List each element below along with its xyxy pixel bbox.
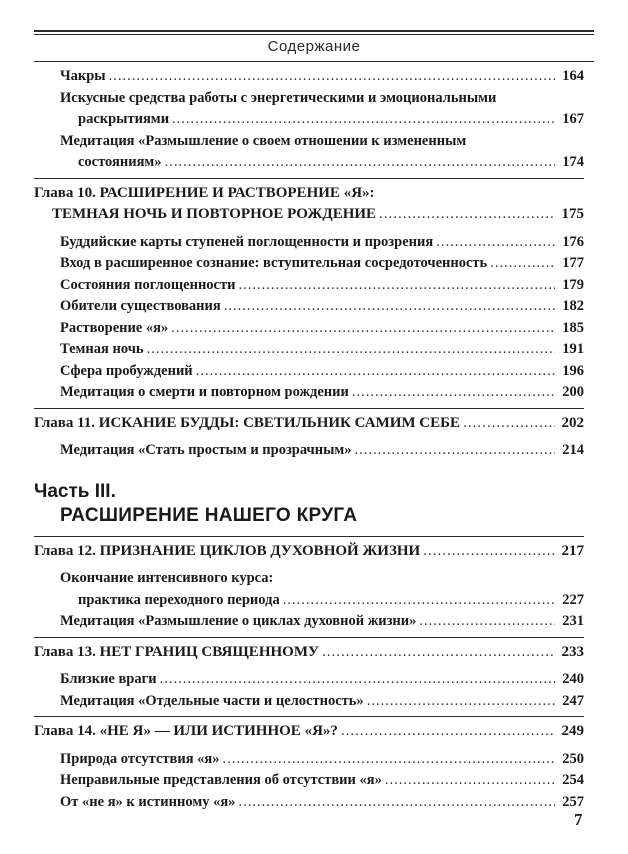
running-head-rule xyxy=(34,61,594,62)
toc-entry-chakras[interactable]: Чакры ..... 164 xyxy=(34,66,584,88)
section-divider xyxy=(34,536,584,537)
toc-entry[interactable]: Медитация «Стать простым и прозрачным» ..... 214 xyxy=(34,440,584,462)
toc-chapter-11[interactable]: Глава 11. ИСКАНИЕ БУДДЫ: СВЕТИЛЬНИК САМИМ СЕБЕ ..... 202 xyxy=(34,413,584,435)
section-divider xyxy=(34,178,584,179)
top-rule-thick xyxy=(34,30,594,32)
toc-entry[interactable]: Буддийские карты ступеней поглощенности и прозрения ..... 176 xyxy=(34,232,584,254)
toc-entry[interactable]: Темная ночь ..... 191 xyxy=(34,339,584,361)
toc-entry-meditation-altered-states[interactable]: Медитация «Размышление о своем отношении к измененным состояниям» ..... 174 xyxy=(34,131,584,174)
toc-entry[interactable]: Близкие враги ..... 240 xyxy=(34,669,584,691)
section-divider xyxy=(34,716,584,717)
toc-entry[interactable]: Медитация «Размышление о циклах духовной жизни» ..... 231 xyxy=(34,611,584,633)
top-rule-thin xyxy=(34,34,594,35)
toc-chapter-12[interactable]: Глава 12. ПРИЗНАНИЕ ЦИКЛОВ ДУХОВНОЙ ЖИЗНИ ..... 217 xyxy=(34,541,584,563)
toc-entry[interactable]: От «не я» к истинному «я» ..... 257 xyxy=(34,792,584,814)
section-divider xyxy=(34,408,584,409)
part-title: РАСШИРЕНИЕ НАШЕГО КРУГА xyxy=(60,504,358,526)
table-of-contents xyxy=(34,66,584,813)
toc-part-3 xyxy=(34,480,584,528)
toc-entry[interactable]: Медитация «Отдельные части и целостность» ..... 247 xyxy=(34,691,584,713)
toc-entry[interactable]: Обители существования ..... 182 xyxy=(34,296,584,318)
toc-chapter-13[interactable]: Глава 13. НЕТ ГРАНИЦ СВЯЩЕННОМУ ..... 233 xyxy=(34,642,584,664)
toc-entry[interactable]: Состояния поглощенности ..... 179 xyxy=(34,275,584,297)
toc-entry[interactable]: Медитация о смерти и повторном рождении ..... 200 xyxy=(34,382,584,404)
toc-chapter-10[interactable]: Глава 10. РАСШИРЕНИЕ И РАСТВОРЕНИЕ «Я»: ТЕМНАЯ НОЧЬ И ПОВТОРНОЕ РОЖДЕНИЕ ..... 175 xyxy=(34,183,584,226)
page-number: 7 xyxy=(574,810,583,829)
toc-entry[interactable]: Неправильные представления об отсутствии «я» ..... 254 xyxy=(34,770,584,792)
toc-entry[interactable]: Вход в расширенное сознание: вступительная сосредоточенность ..... 177 xyxy=(34,253,584,275)
part-label: Часть III. xyxy=(34,480,116,502)
toc-entry-skillful-means[interactable]: Искусные средства работы с энергетическими и эмоциональными раскрытиями ..... 167 xyxy=(34,88,584,131)
toc-entry[interactable]: Сфера пробуждений ..... 196 xyxy=(34,361,584,383)
toc-entry[interactable]: Окончание интенсивного курса: практика переходного периода ..... 227 xyxy=(34,568,584,611)
toc-entry[interactable]: Растворение «я» ..... 185 xyxy=(34,318,584,340)
section-divider xyxy=(34,637,584,638)
toc-chapter-14[interactable]: Глава 14. «НЕ Я» — ИЛИ ИСТИННОЕ «Я»? ..... 249 xyxy=(34,721,584,743)
running-head: Содержание xyxy=(267,38,361,55)
toc-entry[interactable]: Природа отсутствия «я» ..... 250 xyxy=(34,749,584,771)
